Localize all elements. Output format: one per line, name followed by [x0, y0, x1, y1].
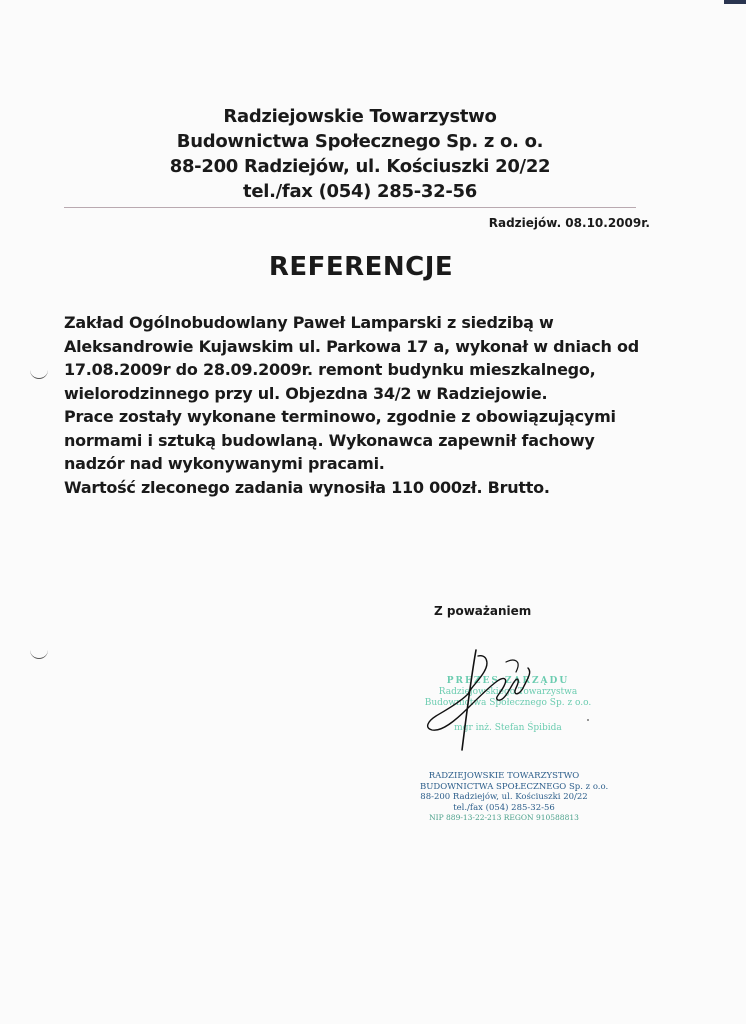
- letterhead: [0, 104, 720, 204]
- letterhead-company-line2: Budownictwa Społecznego Sp. z o. o.: [176, 131, 544, 152]
- company-stamp-address: 88-200 Radziejów, ul. Kościuszki 20/22: [420, 792, 588, 802]
- body-line: Zakład Ogólnobudowlany Paweł Lamparski z siedzibą w: [64, 313, 554, 332]
- company-stamp-nip: NIP 889-13-22-213 REGON 910588813: [429, 813, 579, 822]
- letterhead-phone: tel./fax (054) 285-32-56: [243, 181, 477, 202]
- president-stamp-line2: Budownictwa Społecznego Sp. z o.o.: [424, 698, 592, 708]
- company-stamp: [420, 771, 609, 824]
- president-stamp-name: mgr inż. Stefan Śpibida: [454, 723, 562, 733]
- punch-hole-mark: [30, 648, 48, 659]
- body-line: Wartość zleconego zadania wynosiła 110 000zł. Brutto.: [64, 477, 550, 497]
- body-line: wielorodzinnego przy ul. Objezdna 34/2 w Radziejowie.: [64, 383, 548, 403]
- closing-greeting: Z poważaniem: [434, 604, 532, 618]
- header-divider: [64, 207, 636, 208]
- letterhead-company-line1: Radziejowskie Towarzystwo: [223, 106, 497, 127]
- document-date: Radziejów. 08.10.2009r.: [488, 216, 650, 230]
- company-stamp-phone: tel./fax (054) 285-32-56: [453, 802, 555, 813]
- body-line: Aleksandrowie Kujawskim ul. Parkowa 17 a, wykonał w dniach od: [64, 336, 639, 356]
- company-stamp-line1: RADZIEJOWSKIE TOWARZYSTWO: [428, 771, 580, 781]
- company-stamp-line2: BUDOWNICTWA SPOŁECZNEGO Sp. z o.o.: [420, 781, 609, 792]
- president-stamp-title: PREZES ZARZĄDU: [446, 676, 570, 686]
- ink-dot: [587, 719, 589, 721]
- scan-corner-mark: [724, 0, 746, 4]
- body-line: Prace zostały wykonane terminowo, zgodnie z obowiązującymi: [64, 407, 616, 426]
- document-body: [64, 311, 684, 499]
- letterhead-address: 88-200 Radziejów, ul. Kościuszki 20/22: [169, 156, 551, 177]
- punch-hole-mark: [30, 368, 48, 379]
- document-title: REFERENCJE: [268, 252, 454, 282]
- body-line: 17.08.2009r do 28.09.2009r. remont budynku mieszkalnego,: [64, 360, 596, 379]
- handwritten-signature: [416, 642, 546, 762]
- body-line: nadzór nad wykonywanymi pracami.: [64, 454, 385, 473]
- body-line: normami i sztuką budowlaną. Wykonawca zapewnił fachowy: [64, 430, 595, 450]
- president-stamp-line1: Radziejowskiego Towarzystwa: [438, 687, 578, 697]
